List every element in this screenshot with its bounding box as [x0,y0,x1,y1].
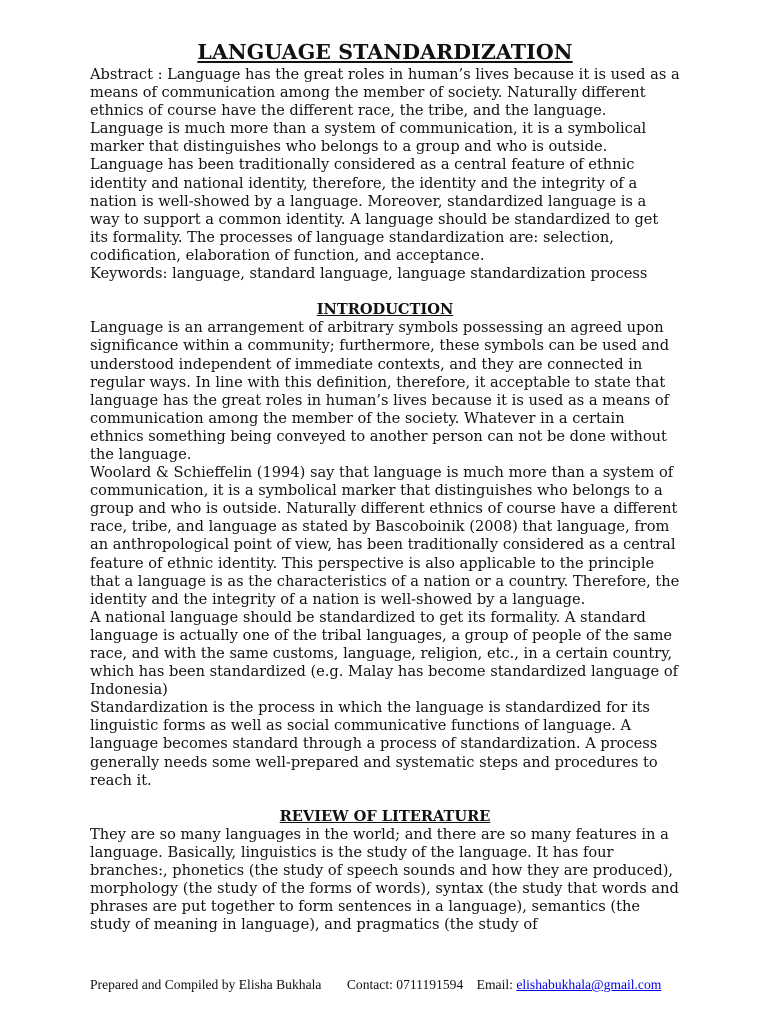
footer-email-label: Email: [476,977,513,992]
introduction-paragraph: Woolard & Schieffelin (1994) say that language is much more than a system of communication, it is a symbolical marker that distinguishes who belongs to a group and who is outside. Naturally different ethnics of course have a different race, tribe, and language as stated by Bascoboinik (2008) that language, from an anthropological point of view, has been traditionally considered as a central feature of ethnic identity. This perspective is also applicable to the principle that a language is as the characteristics of a nation or a country. Therefore, the identity and the integrity of a nation is well-showed by a language. [90,464,680,608]
abstract-paragraph: Abstract : Language has the great roles in human’s lives because it is used as a means of communication among the member of society. Naturally different ethnics of course have the different race, the tribe, and the language. [90,66,680,120]
review-of-literature-heading: REVIEW OF LITERATURE [279,807,491,825]
footer-contact: Contact: 0711191594 [346,977,464,992]
introduction-paragraph: A national language should be standardized to get its formality. A standard language is actually one of the tribal languages, a group of people of the same race, and with the same customs, language, religion, etc., in a certain country, which has been standardized (e.g. Malay has become standardized language of Indonesia) [90,608,679,699]
introduction-heading: INTRODUCTION [316,301,454,319]
document-page [90,38,680,935]
page-footer [90,976,690,994]
introduction-paragraph: Standardization is the process in which the language is standardized for its linguistic forms as well as social communicative functions of language. A language becomes standard through a process of standardization. A process generally needs some well-prepared and systematic steps and procedures to reach it. [90,699,658,789]
introduction-paragraph: Language is an arrangement of arbitrary symbols possessing an agreed upon significance within a community; furthermore, these symbols can be used and understood independent of immediate contexts, and they are connected in regular ways. In line with this definition, therefore, it acceptable to state that language has the great roles in human’s lives because it is used as a means of communication among the member of the society. Whatever in a certain ethnics something being conveyed to another person can not be done without the language. [90,319,670,463]
footer-prepared-by: Prepared and Compiled by Elisha Bukhala [90,977,322,992]
section-spacer [90,790,680,808]
document-title: LANGUAGE STANDARDIZATION [197,40,573,64]
footer-email-link[interactable]: elishabukhala@gmail.com [516,977,662,992]
keywords-line: Keywords: language, standard language, language standardization process [90,265,648,283]
review-paragraph: They are so many languages in the world; and there are so many features in a language. Basically, linguistics is the study of the language. It has four branches:, phonetics (the study of speech sounds and how they are produced), morphology (the study of the forms of words), syntax (the study that words and phrases are put together to form sentences in a language), semantics (the study of meaning in language), and pragmatics (the study of [90,825,679,934]
section-spacer [90,283,680,301]
abstract-paragraph: Language is much more than a system of communication, it is a symbolical marker that distinguishes who belongs to a group and who is outside. Language has been traditionally considered as a central feature of ethnic identity and national identity, therefore, the identity and the integrity of a nation is well-showed by a language. Moreover, standardized language is a way to support a common identity. A language should be standardized to get its formality. The processes of language standardization are: selection, codification, elaboration of function, and acceptance. [90,120,659,264]
